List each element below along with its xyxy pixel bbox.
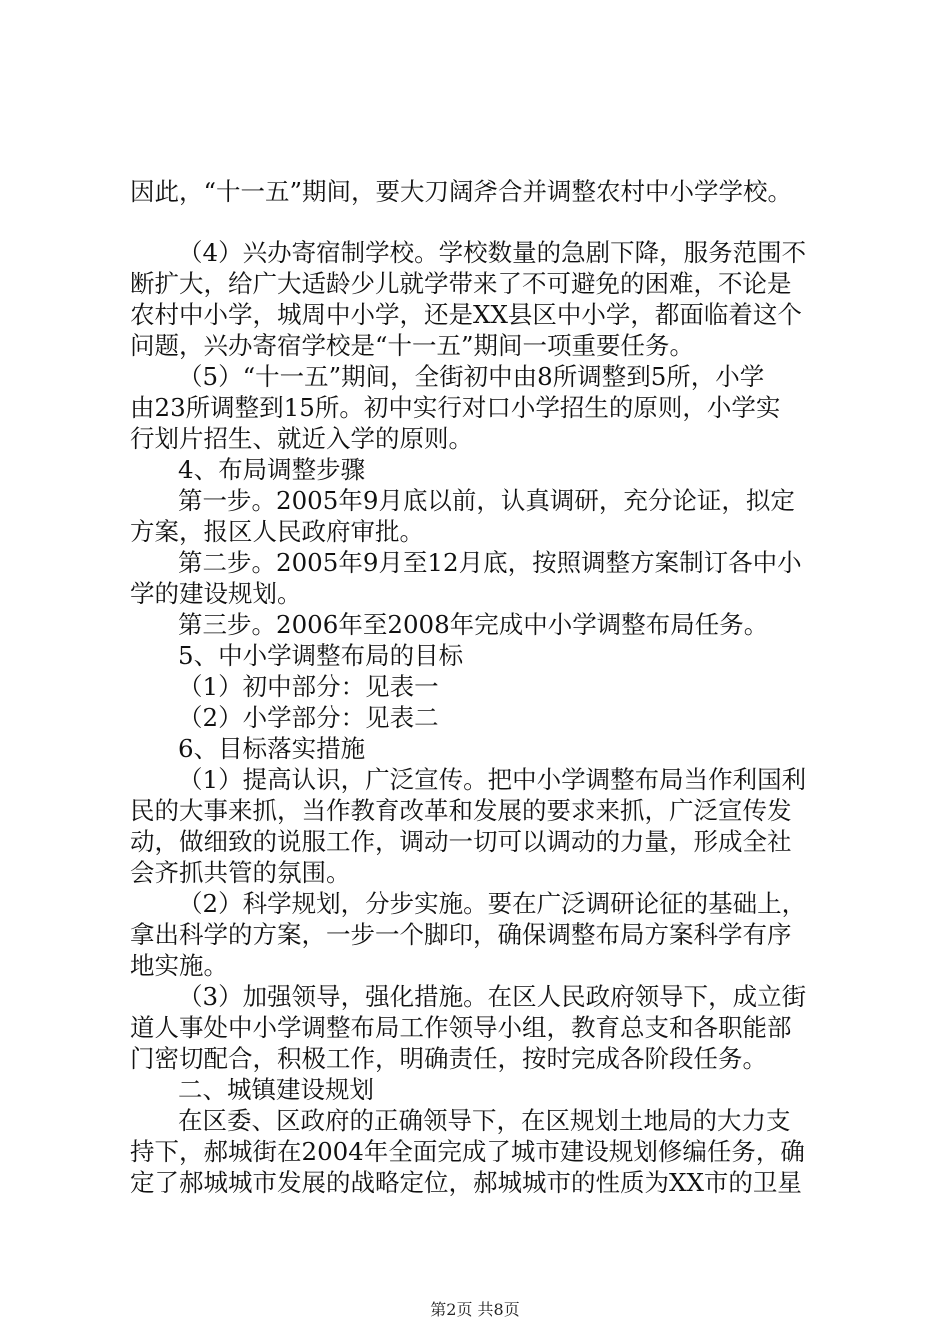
text-line: 定了郝城城市发展的战略定位，郝城城市的性质为XX市的卫星 [130,1168,802,1197]
text-line: 道人事处中小学调整布局工作领导小组，教育总支和各职能部 [130,1013,792,1042]
text-line: 断扩大，给广大适龄少儿就学带来了不可避免的困难，不论是 [130,269,792,298]
page-footer: 第2页 共8页 [430,1300,520,1319]
text-line: 方案，报区人民政府审批。 [130,517,424,546]
text-line: 第三步。2006年至2008年完成中小学调整布局任务。 [178,610,769,639]
text-line: 由23所调整到15所。初中实行对口小学招生的原则，小学实 [130,393,781,422]
text-line: 门密切配合，积极工作，明确责任，按时完成各阶段任务。 [130,1044,767,1073]
section-heading: 二、城镇建设规划 [178,1075,374,1104]
text-line: 行划片招生、就近入学的原则。 [130,424,473,453]
section-heading: 4、布局调整步骤 [178,455,366,484]
text-line: 第二步。2005年9月至12月底，按照调整方案制订各中小 [178,548,802,577]
section-heading: 6、目标落实措施 [178,734,366,763]
text-line: 学的建设规划。 [130,579,302,608]
text-line: 地实施。 [130,951,228,980]
text-line: 民的大事来抓，当作教育改革和发展的要求来抓，广泛宣传发 [130,796,792,825]
text-line: （2）科学规划，分步实施。要在广泛调研论征的基础上， [178,889,807,918]
text-line: （2）小学部分：见表二 [178,703,439,732]
text-line: 在区委、区政府的正确领导下，在区规划土地局的大力支 [178,1106,791,1135]
text-line: （5）“十一五”期间，全街初中由8所调整到5所，小学 [178,362,765,391]
text-line: （4）兴办寄宿制学校。学校数量的急剧下降，服务范围不 [178,238,807,267]
text-line: 持下，郝城街在2004年全面完成了城市建设规划修编任务，确 [130,1137,805,1166]
text-line: 动，做细致的说服工作，调动一切可以调动的力量，形成全社 [130,827,792,856]
text-line: （1）提高认识，广泛宣传。把中小学调整布局当作利国利 [178,765,807,794]
text-line: 问题，兴办寄宿学校是“十一五”期间一项重要任务。 [130,331,695,360]
text-line: 农村中小学，城周中小学，还是XX县区中小学，都面临着这个 [130,300,802,329]
text-line: （1）初中部分：见表一 [178,672,439,701]
text-line: （3）加强领导，强化措施。在区人民政府领导下，成立街 [178,982,807,1011]
text-line: 因此，“十一五”期间，要大刀阔斧合并调整农村中小学学校。 [130,177,793,206]
section-heading: 5、中小学调整布局的目标 [178,641,464,670]
text-line: 第一步。2005年9月底以前，认真调研，充分论证，拟定 [178,486,795,515]
text-line: 拿出科学的方案，一步一个脚印，确保调整布局方案科学有序 [130,920,792,949]
text-line: 会齐抓共管的氛围。 [130,858,351,887]
